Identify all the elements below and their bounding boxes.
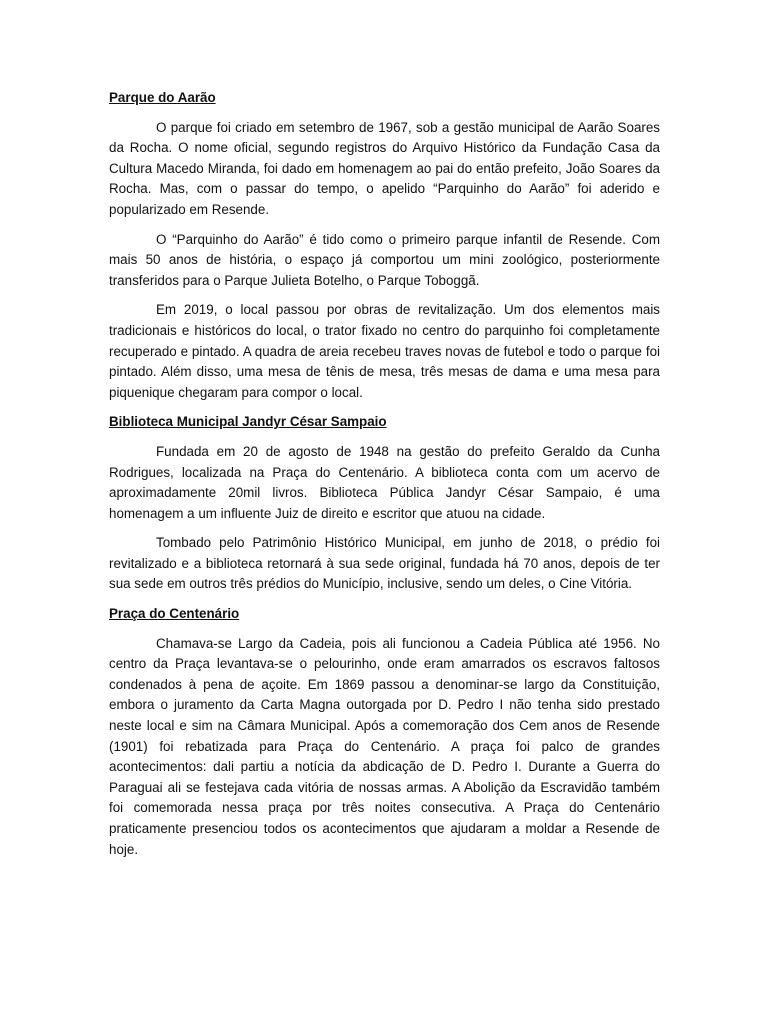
paragraph: Em 2019, o local passou por obras de revitalização. Um dos elementos mais tradicionais e históricos do local, o trator fixado no centro do parquinho foi completamente recuperado e pintado. A quadra de areia recebeu traves novas de futebol e todo o parque foi pintado. Além disso, uma mesa de tênis de mesa, três mesas de dama e uma mesa para piquenique chegaram para compor o local. xyxy=(109,302,660,400)
paragraph: Tombado pelo Patrimônio Histórico Municipal, em junho de 2018, o prédio foi revitalizado e a biblioteca retornará à sua sede original, fundada há 70 anos, depois de ter sua sede em outros três prédios do Município, inclusive, sendo um deles, o Cine Vitória. xyxy=(109,535,660,592)
section-heading: Parque do Aarão xyxy=(109,90,216,105)
section-heading: Biblioteca Municipal Jandyr César Sampaio xyxy=(109,414,387,430)
section-parque-do-aarao xyxy=(109,88,660,403)
paragraph: O “Parquinho do Aarão” é tido como o primeiro parque infantil de Resende. Com mais 50 anos de história, o espaço já comportou um mini zoológico, posteriormente transferidos para o Parque Julieta Botelho, o Parque Toboggã. xyxy=(109,231,660,288)
paragraph: Fundada em 20 de agosto de 1948 na gestão do prefeito Geraldo da Cunha Rodrigues, localizada na Praça do Centenário. A biblioteca conta com um acervo de aproximadamente 20mil livros. Biblioteca Pública Jandyr César Sampaio, é uma homenagem a um influente Juiz de direito e escritor que atuou na cidade. xyxy=(109,443,660,521)
section-praca-do-centenario xyxy=(109,604,660,860)
section-biblioteca-municipal xyxy=(109,412,660,595)
section-heading: Praça do Centenário xyxy=(109,606,240,622)
paragraph: O parque foi criado em setembro de 1967, sob a gestão municipal de Aarão Soares da Rocha. O nome oficial, segundo registros do Arquivo Histórico da Fundação Casa da Cultura Macedo Miranda, foi dado em homenagem ao pai do então prefeito, João Soares da Rocha. Mas, com o passar do tempo, o apelido “Parquinho do Aarão” foi aderido e popularizado em Resende. xyxy=(109,119,660,217)
paragraph: Chamava-se Largo da Cadeia, pois ali funcionou a Cadeia Pública até 1956. No centro da Praça levantava-se o pelourinho, onde eram amarrados os escravos faltosos condenados à pena de açoite. Em 1869 passou a denominar-se largo da Constituição, embora o juramento da Carta Magna outorgada por D. Pedro I não tenha sido prestado neste local e sim na Câmara Municipal. Após a comemoração dos Cem anos de Resende (1901) foi rebatizada para Praça do Centenário. A praça foi palco de grandes acontecimentos: dali partiu a notícia da abdicação de D. Pedro I. Durante a Guerra do Paraguai ali se festejava cada vitória de nossas armas. A Abolição da Escravidão também foi comemorada nessa praça por três noites consecutiva. A Praça do Centenário praticamente presenciou todos os acontecimentos que ajudaram a moldar a Resende de hoje. xyxy=(109,635,660,857)
